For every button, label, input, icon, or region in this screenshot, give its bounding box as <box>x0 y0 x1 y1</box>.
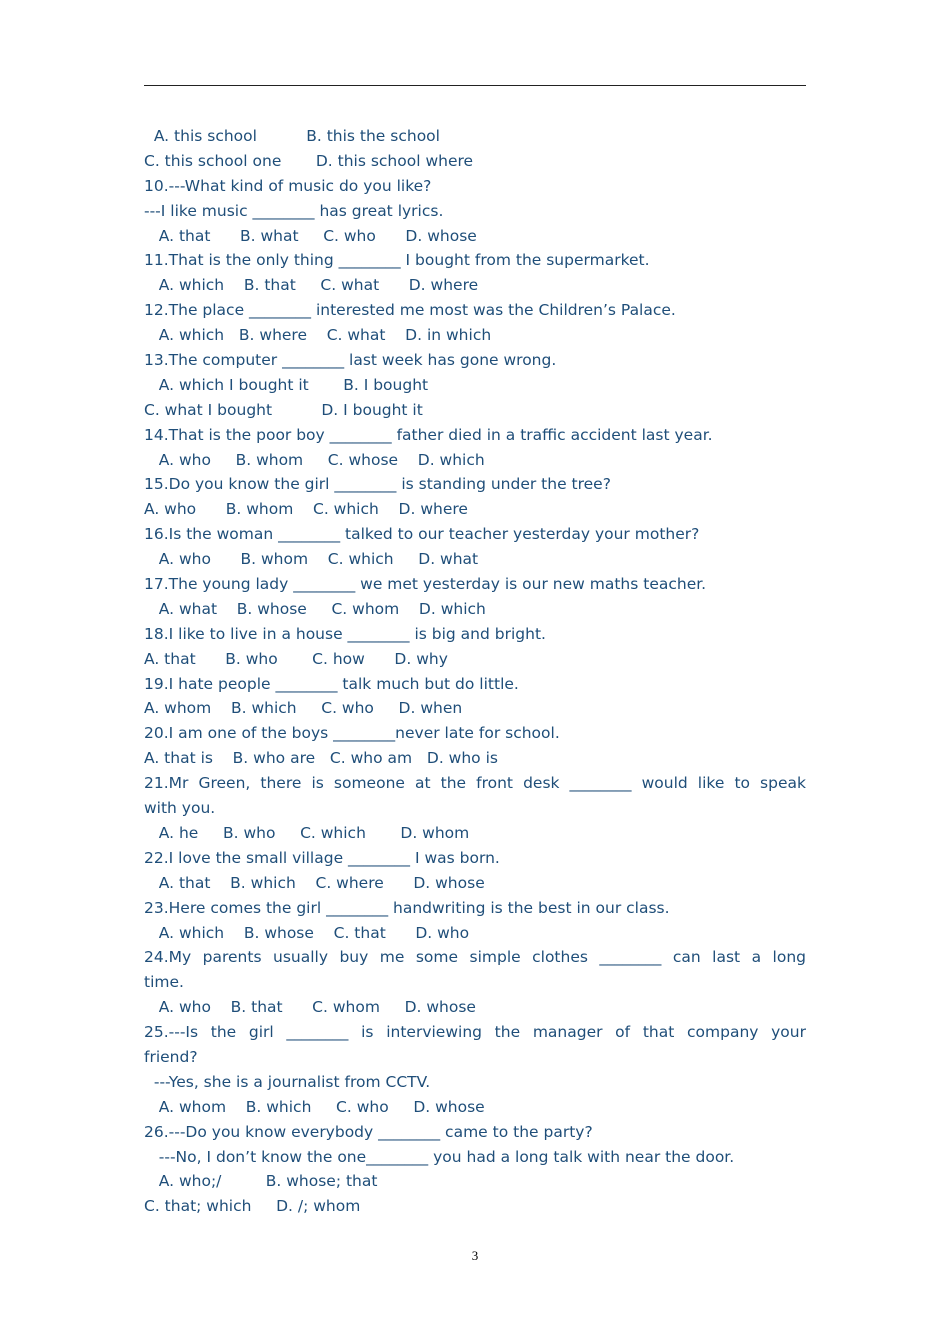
question-17: 17.The young lady ________ we met yesterday is our new maths teacher. <box>144 575 707 594</box>
options-line: A. he B. who C. which D. whom <box>144 823 470 842</box>
text-line: ---I like music ________ has great lyrics. <box>144 201 444 220</box>
question-10: 10.---What kind of music do you like? <box>144 176 432 195</box>
question-15: 15.Do you know the girl ________ is standing under the tree? <box>144 475 611 494</box>
text-line: ---Yes, she is a journalist from CCTV. <box>144 1072 431 1091</box>
question-20: 20.I am one of the boys ________never late for school. <box>144 724 560 743</box>
options-line: A. which B. where C. what D. in which <box>144 326 492 345</box>
options-line: A. which B. that C. what D. where <box>144 276 479 295</box>
text-line: friend? <box>144 1047 198 1066</box>
question-list <box>144 124 806 1219</box>
text-line: time. <box>144 973 184 992</box>
text-line: A. this school B. this the school <box>144 127 440 145</box>
options-line: A. that B. what C. who D. whose <box>144 226 477 245</box>
question-14: 14.That is the poor boy ________ father died in a traffic accident last year. <box>144 425 713 444</box>
options-line: A. who;/ B. whose; that <box>144 1172 378 1191</box>
options-line: A. what B. whose C. whom D. which <box>144 599 486 618</box>
question-23: 23.Here comes the girl ________ handwriting is the best in our class. <box>144 898 670 917</box>
question-21: 21.Mr Green, there is someone at the front desk ________ would like to speak <box>144 774 806 793</box>
options-line: A. which B. whose C. that D. who <box>144 923 470 942</box>
options-line: C. that; which D. /; whom <box>144 1197 361 1216</box>
options-line: A. which I bought it B. I bought <box>144 375 429 394</box>
options-line: A. who B. whom C. whose D. which <box>144 450 485 469</box>
options-line: A. that is B. who are C. who am D. who is <box>144 749 498 768</box>
header-rule <box>144 85 806 86</box>
options-line: A. who B. whom C. which D. where <box>144 500 468 519</box>
text-line: with you. <box>144 799 216 818</box>
question-19: 19.I hate people ________ talk much but do little. <box>144 674 519 693</box>
options-line: A. whom B. which C. who D. whose <box>144 1097 485 1116</box>
question-26: 26.---Do you know everybody ________ came to the party? <box>144 1122 593 1141</box>
page-number: 3 <box>471 1248 479 1263</box>
question-12: 12.The place ________ interested me most was the Children’s Palace. <box>144 301 676 320</box>
question-16: 16.Is the woman ________ talked to our teacher yesterday your mother? <box>144 525 700 544</box>
question-11: 11.That is the only thing ________ I bought from the supermarket. <box>144 251 650 270</box>
question-25: 25.---Is the girl ________ is interviewing the manager of that company your <box>144 1023 806 1042</box>
options-line: A. that B. who C. how D. why <box>144 649 448 668</box>
options-line: A. that B. which C. where D. whose <box>144 873 485 892</box>
question-22: 22.I love the small village ________ I was born. <box>144 848 500 867</box>
options-line: C. what I bought D. I bought it <box>144 400 423 419</box>
text-line: ---No, I don’t know the one________ you had a long talk with near the door. <box>144 1147 735 1166</box>
question-18: 18.I like to live in a house ________ is big and bright. <box>144 624 546 643</box>
options-line: A. who B. whom C. which D. what <box>144 550 479 569</box>
options-line: A. whom B. which C. who D. when <box>144 699 463 718</box>
question-13: 13.The computer ________ last week has gone wrong. <box>144 351 557 370</box>
question-24: 24.My parents usually buy me some simple clothes ________ can last a long <box>144 948 806 967</box>
text-line: C. this school one D. this school where <box>144 151 474 170</box>
options-line: A. who B. that C. whom D. whose <box>144 998 476 1017</box>
